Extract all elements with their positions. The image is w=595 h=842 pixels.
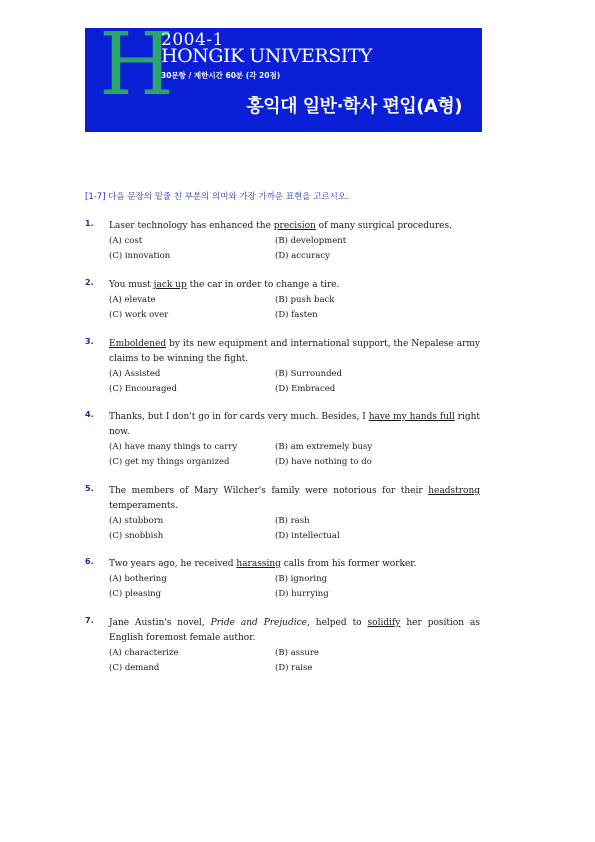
stem-text: , helped to xyxy=(306,618,368,628)
university-name: HONGIK UNIVERSITY xyxy=(161,45,372,67)
option-d[interactable]: (D) intellectual xyxy=(275,531,340,541)
option-a[interactable]: (A) elevate xyxy=(109,295,156,305)
question-number: 2. xyxy=(85,278,94,287)
question-3 xyxy=(85,337,480,397)
question-7 xyxy=(85,616,480,676)
option-c[interactable]: (C) pleasing xyxy=(109,589,162,599)
option-a[interactable]: (A) stubborn xyxy=(109,516,164,526)
answer-options xyxy=(109,514,480,544)
exam-title: 홍익대 일반·학사 편입(A형) xyxy=(246,96,462,117)
stem-text: the car in order to change a tire. xyxy=(186,280,340,290)
stem-text: of many surgical procedures. xyxy=(315,221,452,231)
exam-year: 2004-1 xyxy=(161,30,224,50)
question-number: 6. xyxy=(85,557,94,566)
stem-text: Jane Austin's novel, xyxy=(109,618,211,628)
option-a[interactable]: (A) have many things to carry xyxy=(109,442,238,452)
option-d[interactable]: (D) fasten xyxy=(275,310,318,320)
question-stem xyxy=(109,557,480,572)
question-5 xyxy=(85,484,480,544)
question-4 xyxy=(85,410,480,470)
book-title: Pride and Prejudice xyxy=(210,618,307,628)
header-banner xyxy=(85,28,482,132)
question-stem xyxy=(109,616,480,646)
question-number: 3. xyxy=(85,337,94,346)
option-d[interactable]: (D) accuracy xyxy=(275,251,330,261)
answer-options xyxy=(109,367,480,397)
underlined-phrase: harassing xyxy=(236,559,281,569)
underlined-phrase: headstrong xyxy=(428,486,480,496)
stem-text: You must xyxy=(109,280,154,290)
stem-text: by its new equipment and international support, the Nepalese army claims to be winning the fight. xyxy=(109,339,480,364)
option-d[interactable]: (D) raise xyxy=(275,663,313,673)
stem-text: right now. xyxy=(109,412,481,437)
answer-options xyxy=(109,234,480,264)
option-b[interactable]: (B) Surrounded xyxy=(275,369,342,379)
question-1 xyxy=(85,219,480,264)
question-stem xyxy=(109,337,480,367)
option-c[interactable]: (C) get my things organized xyxy=(109,457,230,467)
underlined-phrase: Emboldened xyxy=(109,339,167,349)
underlined-phrase: precision xyxy=(273,221,316,231)
underlined-phrase: have my hands full xyxy=(368,412,455,422)
stem-text: Two years ago, he received xyxy=(109,559,237,569)
answer-options xyxy=(109,646,480,676)
option-a[interactable]: (A) characterize xyxy=(109,648,179,658)
option-c[interactable]: (C) snobbish xyxy=(109,531,164,541)
question-stem xyxy=(109,484,480,514)
option-d[interactable]: (D) Embraced xyxy=(275,384,336,394)
stem-text: temperaments. xyxy=(109,501,178,511)
stem-text: calls from his former worker. xyxy=(280,559,417,569)
answer-options xyxy=(109,440,480,470)
question-stem xyxy=(109,278,480,293)
option-b[interactable]: (B) assure xyxy=(275,648,319,658)
option-a[interactable]: (A) cost xyxy=(109,236,143,246)
exam-meta: 30문항 / 제한시간 60분 (각 20점) xyxy=(161,71,281,80)
option-b[interactable]: (B) ignoring xyxy=(275,574,328,584)
question-number: 5. xyxy=(85,484,94,493)
logo-letter: H xyxy=(99,28,174,115)
option-c[interactable]: (C) innovation xyxy=(109,251,171,261)
stem-text: The members of Mary Wilcher's family were notorious for their xyxy=(109,486,429,496)
question-number: 7. xyxy=(85,616,94,625)
stem-text: her position as English foremost female author. xyxy=(109,618,481,643)
question-number: 1. xyxy=(85,219,94,228)
answer-options xyxy=(109,293,480,323)
question-stem xyxy=(109,410,480,440)
option-d[interactable]: (D) hurrying xyxy=(275,589,329,599)
question-number: 4. xyxy=(85,410,94,419)
option-b[interactable]: (B) development xyxy=(275,236,347,246)
stem-text: Laser technology has enhanced the xyxy=(109,221,274,231)
option-c[interactable]: (C) demand xyxy=(109,663,160,673)
option-b[interactable]: (B) rash xyxy=(275,516,310,526)
option-b[interactable]: (B) am extremely busy xyxy=(275,442,373,452)
option-a[interactable]: (A) bothering xyxy=(109,574,167,584)
section-instruction: [1-7] 다음 문장의 밑줄 친 부분의 의미와 가장 가까운 표현을 고르시오. xyxy=(85,192,349,202)
option-c[interactable]: (C) Encouraged xyxy=(109,384,177,394)
answer-options xyxy=(109,572,480,602)
underlined-phrase: jack up xyxy=(153,280,187,290)
option-c[interactable]: (C) work over xyxy=(109,310,169,320)
question-2 xyxy=(85,278,480,323)
stem-text: Thanks, but I don't go in for cards very much. Besides, I xyxy=(109,412,369,422)
question-6 xyxy=(85,557,480,602)
option-b[interactable]: (B) push back xyxy=(275,295,335,305)
option-a[interactable]: (A) Assisted xyxy=(109,369,161,379)
option-d[interactable]: (D) have nothing to do xyxy=(275,457,372,467)
question-stem xyxy=(109,219,480,234)
underlined-phrase: solidify xyxy=(367,618,401,628)
